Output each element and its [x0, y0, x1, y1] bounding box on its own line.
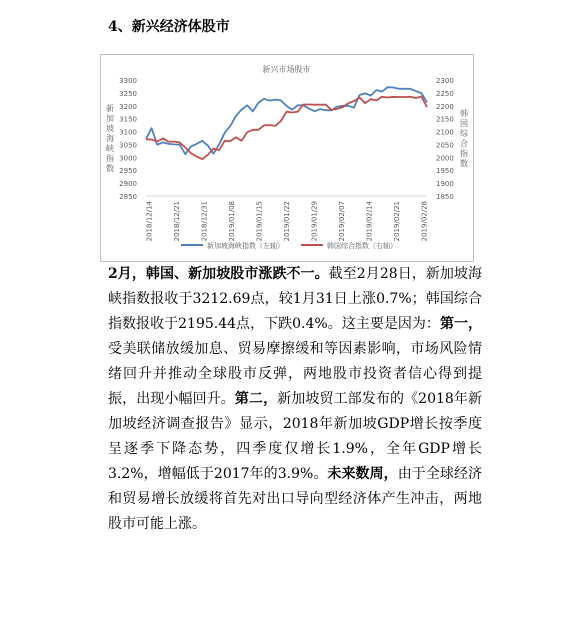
y-right-tick-label: 2250: [436, 89, 454, 98]
y-left-tick-label: 3250: [119, 89, 137, 98]
y-right-tick-label: 1900: [436, 180, 454, 189]
paragraph-text-2: 受美联储放缓加息、贸易摩擦缓和等因素影响，市场风险情绪回升并推动全球股市反弹，两地股市投资者信心得到提振，出现小幅回升。: [108, 341, 482, 407]
y-left-tick-label: 2850: [119, 193, 137, 201]
keyword-first: 第一，: [439, 316, 483, 332]
y-left-tick-label: 2950: [119, 167, 137, 176]
y-right-axis-title: 韩国综合指数: [460, 109, 468, 168]
x-tick-label: 2019/02/14: [365, 201, 374, 242]
y-right-tick-label: 2150: [436, 115, 454, 124]
legend-label: 新加坡海峡指数（左轴）: [207, 242, 284, 250]
y-right-tick-label: 2000: [436, 154, 454, 163]
section-title: 4、新兴经济体股市: [108, 19, 230, 35]
y-left-tick-label: 3150: [119, 115, 137, 124]
x-tick-label: 2018/12/31: [200, 201, 209, 242]
y-right-tick-label: 2100: [436, 128, 454, 137]
x-tick-label: 2018/12/21: [172, 201, 181, 242]
y-left-axis-title: 新加坡海峡指数: [106, 104, 114, 173]
chart-frame: [100, 54, 474, 262]
y-left-tick-label: 3050: [119, 141, 137, 150]
y-left-tick-label: 3300: [119, 77, 137, 85]
x-tick-label: 2019/02/28: [420, 201, 429, 242]
x-tick-label: 2019/02/07: [337, 201, 346, 242]
paragraph-lead: 2月，韩国、新加坡股市涨跌不一。: [108, 266, 329, 282]
y-left-tick-label: 2900: [119, 180, 137, 189]
chart-title: 新兴市场股市: [262, 65, 311, 74]
x-tick-label: 2018/12/14: [145, 201, 154, 242]
body-paragraph: [108, 262, 482, 537]
x-tick-label: 2019/01/22: [282, 201, 291, 242]
y-right-tick-label: 2300: [436, 77, 454, 85]
paragraph-text-1: 截至2月28日，新加坡海峡指数报收于3212.69点，较1月31日上涨0.7%；韩国综合指数报收于2195.44点，下跌0.4%。这主要是因为：: [108, 266, 482, 332]
x-tick-label: 2019/01/15: [255, 201, 264, 242]
line-chart: [101, 55, 473, 261]
paragraph-text-4: 由于全球经济和贸易增长放缓将首先对出口导向型经济体产生冲击，两地股市可能上涨。: [108, 466, 483, 532]
x-tick-label: 2019/01/29: [310, 201, 319, 242]
keyword-outlook: 未来数周，: [327, 466, 398, 482]
y-left-tick-label: 3200: [119, 102, 137, 111]
x-tick-label: 2019/01/08: [227, 201, 236, 242]
paragraph-text-3: 新加坡贸工部发布的《2018年新加坡经济调查报告》显示，2018年新加坡GDP增长按季度呈逐季下降态势，四季度仅增长1.9%，全年GDP增长3.2%，增幅低于2017年的3.9%。: [108, 391, 482, 482]
y-right-tick-label: 2050: [436, 141, 454, 150]
keyword-second: 第二，: [234, 391, 278, 407]
y-left-tick-label: 3100: [119, 128, 137, 137]
y-right-tick-label: 1850: [436, 193, 454, 201]
x-tick-label: 2019/02/21: [392, 201, 401, 242]
y-left-tick-label: 3000: [119, 154, 137, 163]
legend-label: 韩国综合指数（右轴）: [327, 242, 397, 250]
y-right-tick-label: 1950: [436, 167, 454, 176]
y-right-tick-label: 2200: [436, 102, 454, 111]
